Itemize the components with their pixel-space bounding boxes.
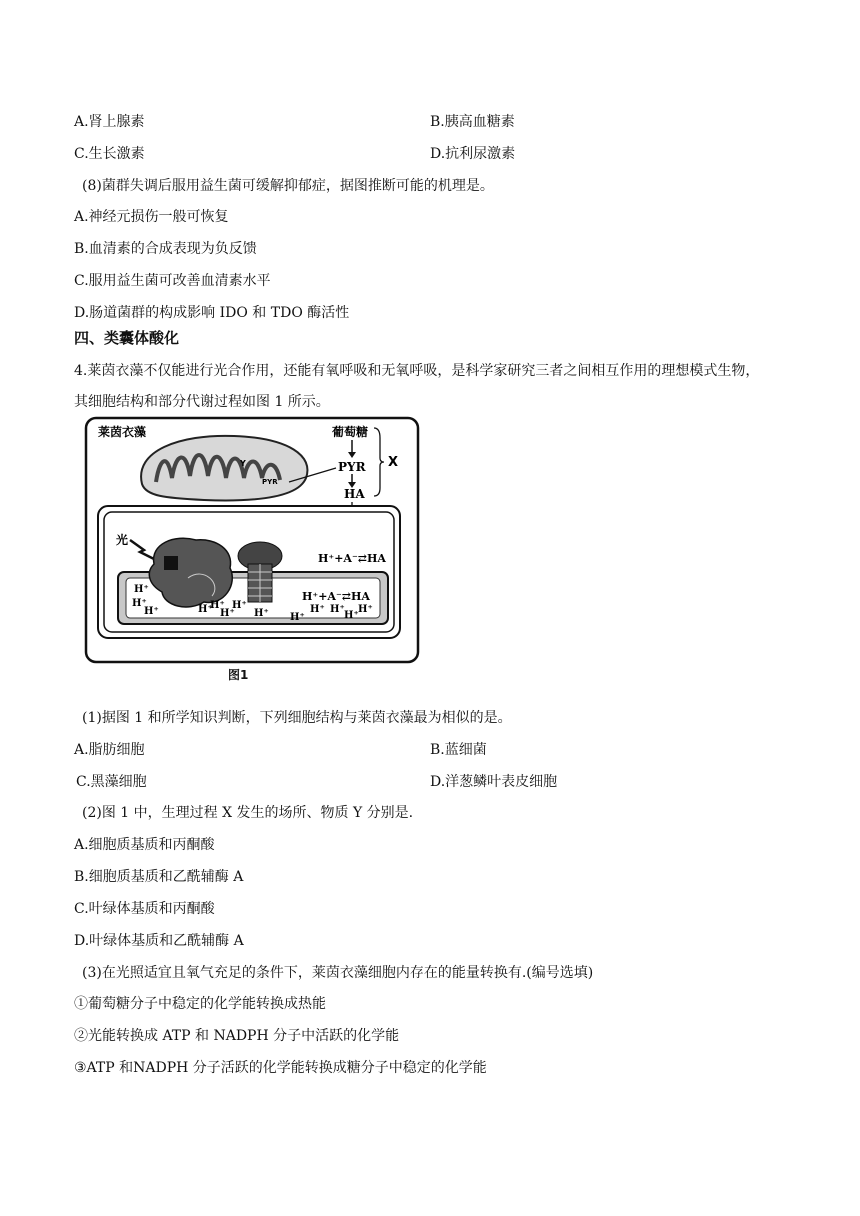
q4-2-option-c: C.叶绿体基质和丙酮酸 bbox=[74, 901, 215, 917]
label-x: X bbox=[388, 455, 399, 470]
q4-1-option-a: A.脂肪细胞 bbox=[74, 742, 145, 758]
q4-intro-line1: 4.莱茵衣藻不仅能进行光合作用，还能有氧呼吸和无氧呼吸，是科学家研究三者之间相互作用的理想模式生物， bbox=[74, 363, 760, 379]
h-plus-2: H⁺ bbox=[132, 598, 147, 609]
label-ha: HA bbox=[344, 487, 365, 501]
q4-2-option-a: A.细胞质基质和丙酮酸 bbox=[74, 837, 215, 853]
q4-2-option-d: D.叶绿体基质和乙酰辅酶 A bbox=[74, 933, 244, 949]
option-c-growth-hormone: C.生长激素 bbox=[74, 146, 145, 162]
option-d-adh: D.抗利尿激素 bbox=[430, 146, 516, 162]
q4-2-option-b: B.细胞质基质和乙酰辅酶 A bbox=[74, 869, 244, 885]
option-a-adrenaline: A.肾上腺素 bbox=[74, 114, 145, 130]
h-plus-7: H⁺ bbox=[232, 600, 247, 611]
figure-caption: 图1 bbox=[228, 668, 249, 682]
h-plus-9: H⁺ bbox=[290, 612, 305, 623]
q4-2-stem: (2)图 1 中，生理过程 X 发生的场所、物质 Y 分别是. bbox=[82, 805, 414, 821]
option-b-glucagon: B.胰高血糖素 bbox=[430, 114, 515, 130]
q8-option-c: C.服用益生菌可改善血清素水平 bbox=[74, 273, 271, 289]
q4-3-item-1: ①葡萄糖分子中稳定的化学能转换成热能 bbox=[74, 996, 326, 1012]
eq-stroma: H⁺+A⁻⇄HA bbox=[318, 552, 386, 565]
q8-option-a: A.神经元损伤一般可恢复 bbox=[74, 209, 229, 225]
mitochondrion bbox=[141, 436, 307, 501]
q4-3-item-2: ②光能转换成 ATP 和 NADPH 分子中活跃的化学能 bbox=[74, 1028, 400, 1044]
q4-3-stem: (3)在光照适宜且氧气充足的条件下，莱茵衣藻细胞内存在的能量转换有.(编号选填) bbox=[82, 965, 594, 981]
label-glucose: 葡萄糖 bbox=[332, 425, 369, 439]
q4-intro-line2: 其细胞结构和部分代谢过程如图 1 所示。 bbox=[74, 394, 330, 410]
q8-option-d: D.肠道菌群的构成影响 IDO 和 TDO 酶活性 bbox=[74, 305, 350, 321]
fig-title: 莱茵衣藻 bbox=[98, 425, 147, 439]
label-pyr-small: PYR bbox=[262, 478, 278, 486]
q4-1-option-d: D.洋葱鳞叶表皮细胞 bbox=[430, 774, 558, 790]
h-plus-3: H⁺ bbox=[144, 606, 159, 617]
section-title: 四、类囊体酸化 bbox=[74, 329, 180, 347]
label-y: Y bbox=[240, 459, 246, 468]
figure-1-diagram bbox=[84, 416, 420, 666]
h-plus-1: H⁺ bbox=[134, 584, 149, 595]
h-plus-12: H⁺ bbox=[344, 610, 359, 621]
h-plus-10: H⁺ bbox=[310, 604, 325, 615]
h-plus-5: H⁺ bbox=[210, 600, 225, 611]
h-plus-11: H⁺ bbox=[330, 604, 345, 615]
label-pyr: PYR bbox=[338, 460, 366, 474]
q4-1-option-b: B.蓝细菌 bbox=[430, 742, 487, 758]
q8-stem: (8)菌群失调后服用益生菌可缓解抑郁症，据图推断可能的机理是。 bbox=[82, 178, 494, 194]
q8-option-b: B.血清素的合成表现为负反馈 bbox=[74, 241, 257, 257]
h-plus-8: H⁺ bbox=[254, 608, 269, 619]
h-plus-4: H⁺ bbox=[198, 604, 213, 615]
h-plus-13: H⁺ bbox=[358, 604, 373, 615]
q4-3-item-3: ③ATP 和NADPH 分子活跃的化学能转换成糖分子中稳定的化学能 bbox=[74, 1060, 487, 1076]
q4-1-option-c: C.黑藻细胞 bbox=[76, 774, 147, 790]
q4-1-stem: (1)据图 1 和所学知识判断，下列细胞结构与莱茵衣藻最为相似的是。 bbox=[82, 710, 512, 726]
label-light: 光 bbox=[116, 533, 129, 547]
eq-lumen: H⁺+A⁻⇄HA bbox=[302, 590, 370, 603]
h-plus-6: H⁺ bbox=[220, 608, 235, 619]
